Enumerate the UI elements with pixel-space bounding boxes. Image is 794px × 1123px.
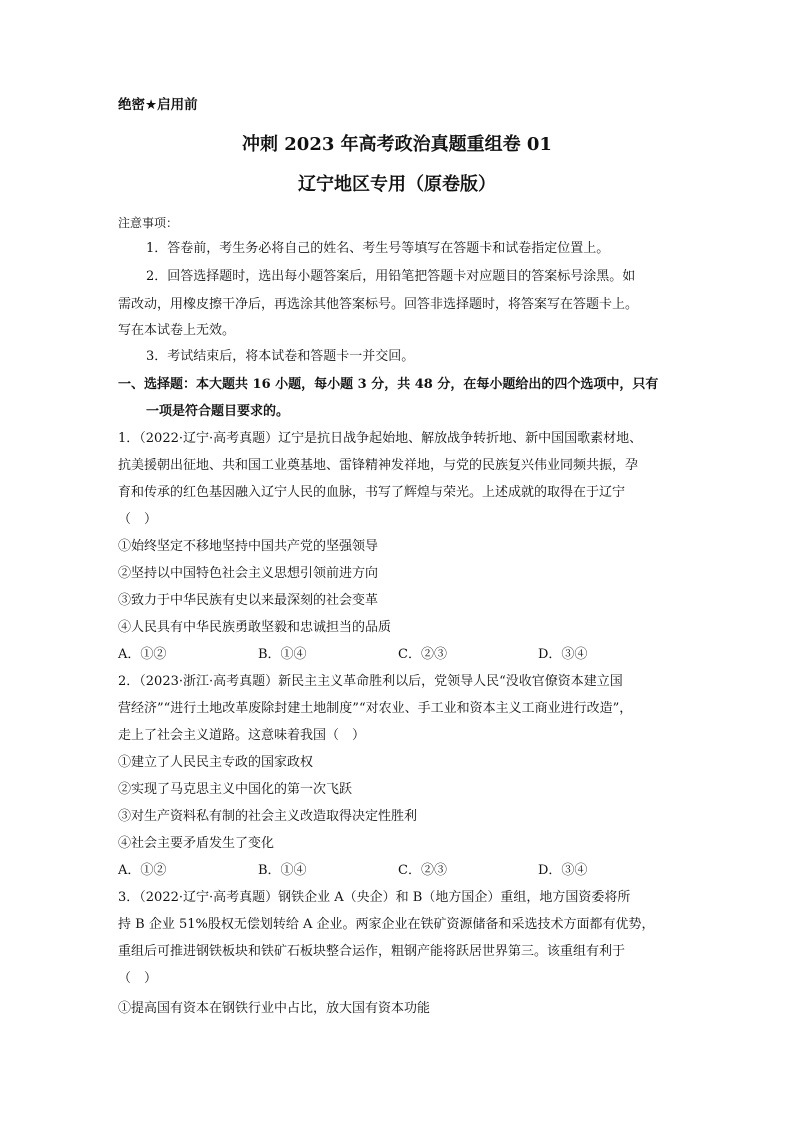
option-c: C．②③ [398, 647, 447, 662]
notice-line: 2．回答选择题时，选出每小题答案后，用铅笔把答题卡对应题目的答案标号涂黑。如 [146, 269, 636, 284]
option-b: B．①④ [258, 647, 307, 662]
notice-line: 需改动，用橡皮擦干净后，再选涂其他答案标号。回答非选择题时，将答案写在答题卡上。 [118, 297, 639, 312]
question-stem: 营经济”“进行土地改革废除封建土地制度”“对农业、手工业和资本主义工商业进行改造”， [118, 701, 633, 716]
notice-heading: 注意事项： [118, 216, 179, 230]
question-stem: 育和传承的红色基因融入辽宁人民的血脉，书写了辉煌与荣光。上述成就的取得在于辽宁 [118, 485, 626, 500]
answer-options [118, 862, 678, 880]
option-c: C．②③ [398, 863, 447, 878]
question-stem: 持 B 企业 51%股权无偿划转给 A 企业。两家企业在铁矿资源储备和采选技术方面都有优势， [118, 917, 655, 932]
page-title: 冲刺 2023 年高考政治真题重组卷 01 [242, 134, 552, 155]
statement-item: ②坚持以中国特色社会主义思想引领前进方向 [118, 566, 379, 581]
page-subtitle: 辽宁地区专用（原卷版） [298, 174, 496, 195]
statement-item: ①始终坚定不移地坚持中国共产党的坚强领导 [118, 539, 379, 554]
notice-line: 写在本试卷上无效。 [118, 323, 236, 338]
question-stem: 重组后可推进钢铁板块和铁矿石板块整合运作，粗钢产能将跃居世界第三。该重组有利于 [118, 944, 626, 959]
answer-blank: （ ） [118, 512, 158, 527]
question-stem: 抗美援朝出征地、共和国工业奠基地、雷锋精神发祥地，与党的民族复兴伟业同频共振，孕 [118, 458, 639, 473]
statement-item: ③致力于中华民族有史以来最深刻的社会变革 [118, 593, 379, 608]
question-stem: 1．（2022·辽宁·高考真题）辽宁是抗日战争起始地、解放战争转折地、新中国国歌素材地、 [118, 431, 643, 446]
answer-options [118, 646, 678, 664]
statement-item: ④人民具有中华民族勇敢坚毅和忠诚担当的品质 [118, 620, 392, 635]
option-d: D．③④ [538, 863, 588, 878]
question-stem: 3．（2022·辽宁·高考真题）钢铁企业 A（央企）和 B（地方国企）重组，地方国资委将所 [118, 890, 631, 905]
question-stem: 走上了社会主义道路。这意味着我国（ ） [118, 728, 366, 743]
statement-item: ①建立了人民民主专政的国家政权 [118, 755, 314, 770]
section-heading-cont: 一项是符合题目要求的。 [146, 404, 290, 419]
statement-item: ②实现了马克思主义中国化的第一次飞跃 [118, 782, 353, 797]
notice-line: 3．考试结束后，将本试卷和答题卡一并交回。 [146, 349, 415, 364]
statement-item: ④社会主要矛盾发生了变化 [118, 836, 275, 851]
option-b: B．①④ [258, 863, 307, 878]
notice-line: 1．答卷前，考生务必将自己的姓名、考生号等填写在答题卡和试卷指定位置上。 [146, 241, 610, 256]
statement-item: ③对生产资料私有制的社会主义改造取得决定性胜利 [118, 809, 418, 824]
answer-blank: （ ） [118, 971, 158, 986]
statement-item: ①提高国有资本在钢铁行业中占比，放大国有资本功能 [118, 1001, 431, 1016]
question-stem: 2．（2023·浙江·高考真题）新民主主义革命胜利以后，党领导人民“没收官僚资本建立国 [118, 674, 623, 689]
option-a: A．①② [118, 647, 167, 662]
confidential-mark: 绝密★启用前 [118, 97, 198, 113]
option-a: A．①② [118, 863, 167, 878]
section-heading: 一、选择题：本大题共 16 小题，每小题 3 分，共 48 分，在每小题给出的四个选项中，只有 [118, 377, 659, 392]
option-d: D．③④ [538, 647, 588, 662]
